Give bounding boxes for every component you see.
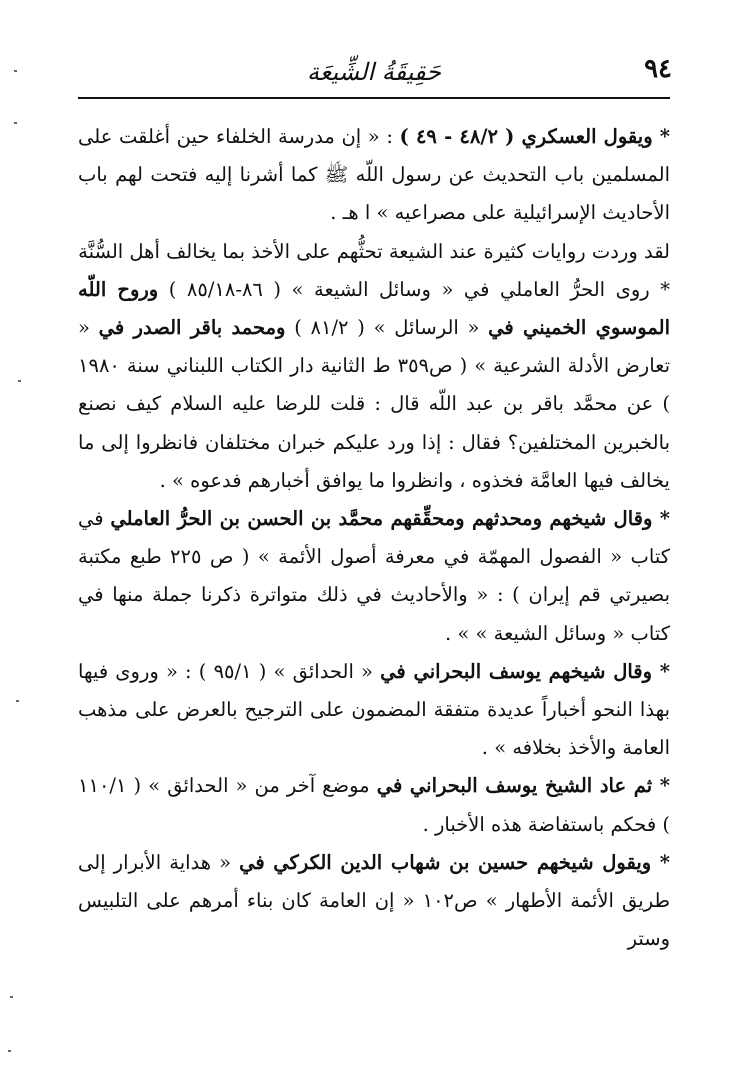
paragraph-text: « الحدائق » ( ٩٥/١ ) : « وروى فيها بهذا النحو أخباراً عديدة متفقة المضمون على الترجيح بالعرض على مذهب العامة والأخذ بخلافه » . <box>78 659 670 760</box>
scan-speck <box>8 1050 11 1052</box>
paragraph-lead: * ثم عاد الشيخ يوسف البحراني في <box>376 774 670 798</box>
scan-speck <box>18 380 21 382</box>
paragraph-askari <box>78 118 670 233</box>
paragraph-text: في كتاب « الفصول المهمّة في معرفة أصول الأئمة » ( ص ٢٢٥ طبع مكتبة بصيرتي قم إيران ) : « والأحاديث في ذلك متواترة ذكرنا جملة منها في كتاب « وسائل الشيعة » » . <box>78 507 670 645</box>
header-rule <box>78 97 670 99</box>
paragraph-bahrani <box>78 653 670 768</box>
paragraph-text: « هداية الأبرار إلى طريق الأئمة الأطهار » ص١٠٢ « إن العامة كان بناء أمرهم على التلبيس وستر <box>78 850 671 951</box>
scan-speck <box>14 122 17 124</box>
paragraph-text: موضع آخر من « الحدائق » ( ١١٠/١ ) فحكم باستفاضة هذه الأخبار . <box>78 774 670 836</box>
running-title: حَقِيقَةُ الشِّيعَة <box>307 58 441 86</box>
paragraph-text: لقد وردت روايات كثيرة عند الشيعة تحثُّهم على الأخذ بما يخالف أهل السُّنَّة <box>78 239 670 263</box>
paragraph-bahrani-2 <box>78 767 670 843</box>
paragraph-text: * روى الحرُّ العاملي في « وسائل الشيعة » ( ٨٦-٨٥/١٨ ) <box>158 277 670 301</box>
paragraph-hurr-amili <box>78 271 670 500</box>
paragraph-karaki <box>78 844 670 959</box>
paragraph-text: : « إن مدرسة الخلفاء حين أغلقت على المسلمين باب التحديث عن رسول اللّه ﷺ كما أشرنا إليه فتحت لهم باب الأحاديث الإسرائيلية على مصراعيه » ا هـ . <box>78 125 670 225</box>
scan-speck <box>14 70 17 72</box>
paragraph-fusul <box>78 500 670 653</box>
paragraph-lead: * وقال شيخهم ومحدثهم ومحقِّقهم محمَّد بن الحسن بن الحرُّ العاملي <box>110 507 670 531</box>
paragraph-lead: * ويقول العسكري ( ٤٨/٢ - ٤٩ ) <box>399 125 671 148</box>
page-header <box>72 52 676 92</box>
paragraph-text-2: « الرسائل » ( ٨١/٢ ) <box>285 316 489 340</box>
body-text <box>78 118 670 958</box>
page-number: ٩٤ <box>644 54 672 84</box>
scan-speck <box>10 996 13 998</box>
paragraph-bold-khomeini: وروح اللّه الموسوي الخميني في <box>78 277 670 340</box>
paragraph-bold-sadr: ومحمد باقر الصدر في <box>98 316 286 340</box>
paragraph-lead: * وقال شيخهم يوسف البحراني في <box>380 659 670 683</box>
paragraph-narrations <box>78 233 670 271</box>
scan-speck <box>16 700 19 702</box>
paragraph-text-3: « تعارض الأدلة الشرعية » ( ص٣٥٩ ط الثانية دار الكتاب اللبناني سنة ١٩٨٠ ) عن محمَّد باقر بن عبد اللّه قال : قلت للرضا عليه السلام كيف نصنع بالخبرين المختلفين؟ فقال : إذا ورد عليكم خبران مختلفان فانظروا إلى ما يخالف فيها العامَّة فخذوه ، وانظروا ما يوافق أخبارهم فدعوه » . <box>78 316 670 492</box>
paragraph-lead: * ويقول شيخهم حسين بن شهاب الدين الكركي في <box>239 850 670 874</box>
